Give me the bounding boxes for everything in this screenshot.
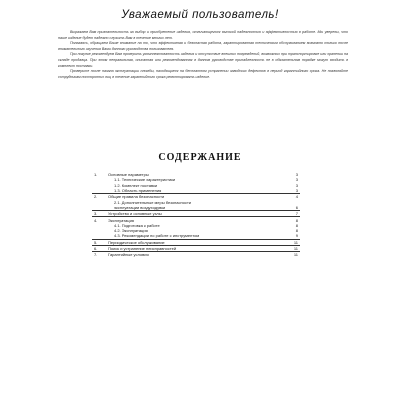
intro-paragraph: Полагаясь, обращаем Ваше внимание на то, что эффективная и безопасная работа, гарантированная техническим обслуживанием возможно только после внимательного изучения Вами данного руководства пользователя.: [58, 41, 348, 51]
toc-number: 4.: [92, 217, 106, 223]
toc-number: 5.: [92, 239, 106, 245]
toc-page: 6: [295, 204, 298, 210]
toc-page: 3: [295, 172, 298, 178]
toc-entry: Общие правила безопасности: [106, 194, 286, 200]
toc-page: 9: [295, 233, 298, 239]
toc-entry: Поиск и устранение неисправностей: [106, 245, 286, 251]
toc-entry: Устройство и основные узлы: [106, 211, 286, 217]
toc-page: 11: [286, 252, 300, 258]
toc-page: 8: [286, 217, 300, 223]
toc-entry: 1.1. Технические характеристики: [114, 177, 176, 183]
toc-entry: 4.1. Подготовка к работе: [114, 222, 160, 228]
toc-entry: 1.2. Комплект поставки: [114, 182, 158, 188]
intro-text: [58, 30, 348, 80]
toc-page: 11: [286, 239, 300, 245]
toc-entry: 4.2. Эксплуатация: [114, 228, 148, 234]
toc-entry: эксплуатации воздуходувки: [114, 204, 166, 210]
toc-number: 3.: [92, 211, 106, 217]
page-title: Уважаемый пользователь!: [121, 9, 279, 21]
toc-number: 6.: [92, 245, 106, 251]
toc-entry: 2.1. Дополнительные меры безопасности: [114, 199, 192, 205]
toc-page: 11: [286, 245, 300, 251]
toc-page: 3: [295, 188, 298, 194]
toc-page: 3: [295, 177, 298, 183]
toc-entry: 1.3. Область применения: [114, 188, 162, 194]
toc-heading: СОДЕРЖАНИЕ: [158, 152, 242, 163]
toc-entry: Основные параметры: [108, 172, 149, 178]
toc-number: 7.: [92, 252, 106, 258]
intro-paragraph: Выражаем Вам признательность за выбор и приобретение изделия, отличающегося высокой надежностью и эффективностью в работе. Мы уверены, что наше изделие будет надежно служить Вам в течение многих лет.: [58, 30, 348, 40]
toc-number: 2.: [92, 194, 106, 200]
toc-table: [92, 172, 300, 257]
toc-entry: Эксплуатация: [106, 217, 286, 223]
toc-entry: 4.3. Рекомендации по работе с инструментом: [114, 233, 200, 239]
intro-paragraph: Проверьте после начала эксплуатации пломбы, находящиеся на бесплатном устранении заводских дефектов в период гарантийного срока. Не позволяйте сотрудникам посторонних лиц в течение гарантийного срока ремонтировать изделие.: [58, 69, 348, 79]
toc-entry: Периодическое обслуживание: [106, 239, 286, 245]
toc-number: 1.: [94, 172, 98, 178]
intro-paragraph: При покупке рекомендуем Вам проверить укомплектованность изделия и отсутствие внешних повреждений, возможных при транспортировке или хранении на складе продавца. При этом неправильная, описанная или рекомендованная в данном руководстве принадлежность не в обязательном порядке могут входить в комплект поставки.: [58, 52, 348, 68]
toc-page: 8: [295, 222, 298, 228]
toc-page: 8: [295, 228, 298, 234]
toc-row: [92, 252, 300, 258]
toc-page: 7: [286, 211, 300, 217]
toc-entry: Гарантийные условия: [106, 252, 286, 258]
toc-page: 4: [286, 194, 300, 200]
toc-page: 3: [295, 182, 298, 188]
